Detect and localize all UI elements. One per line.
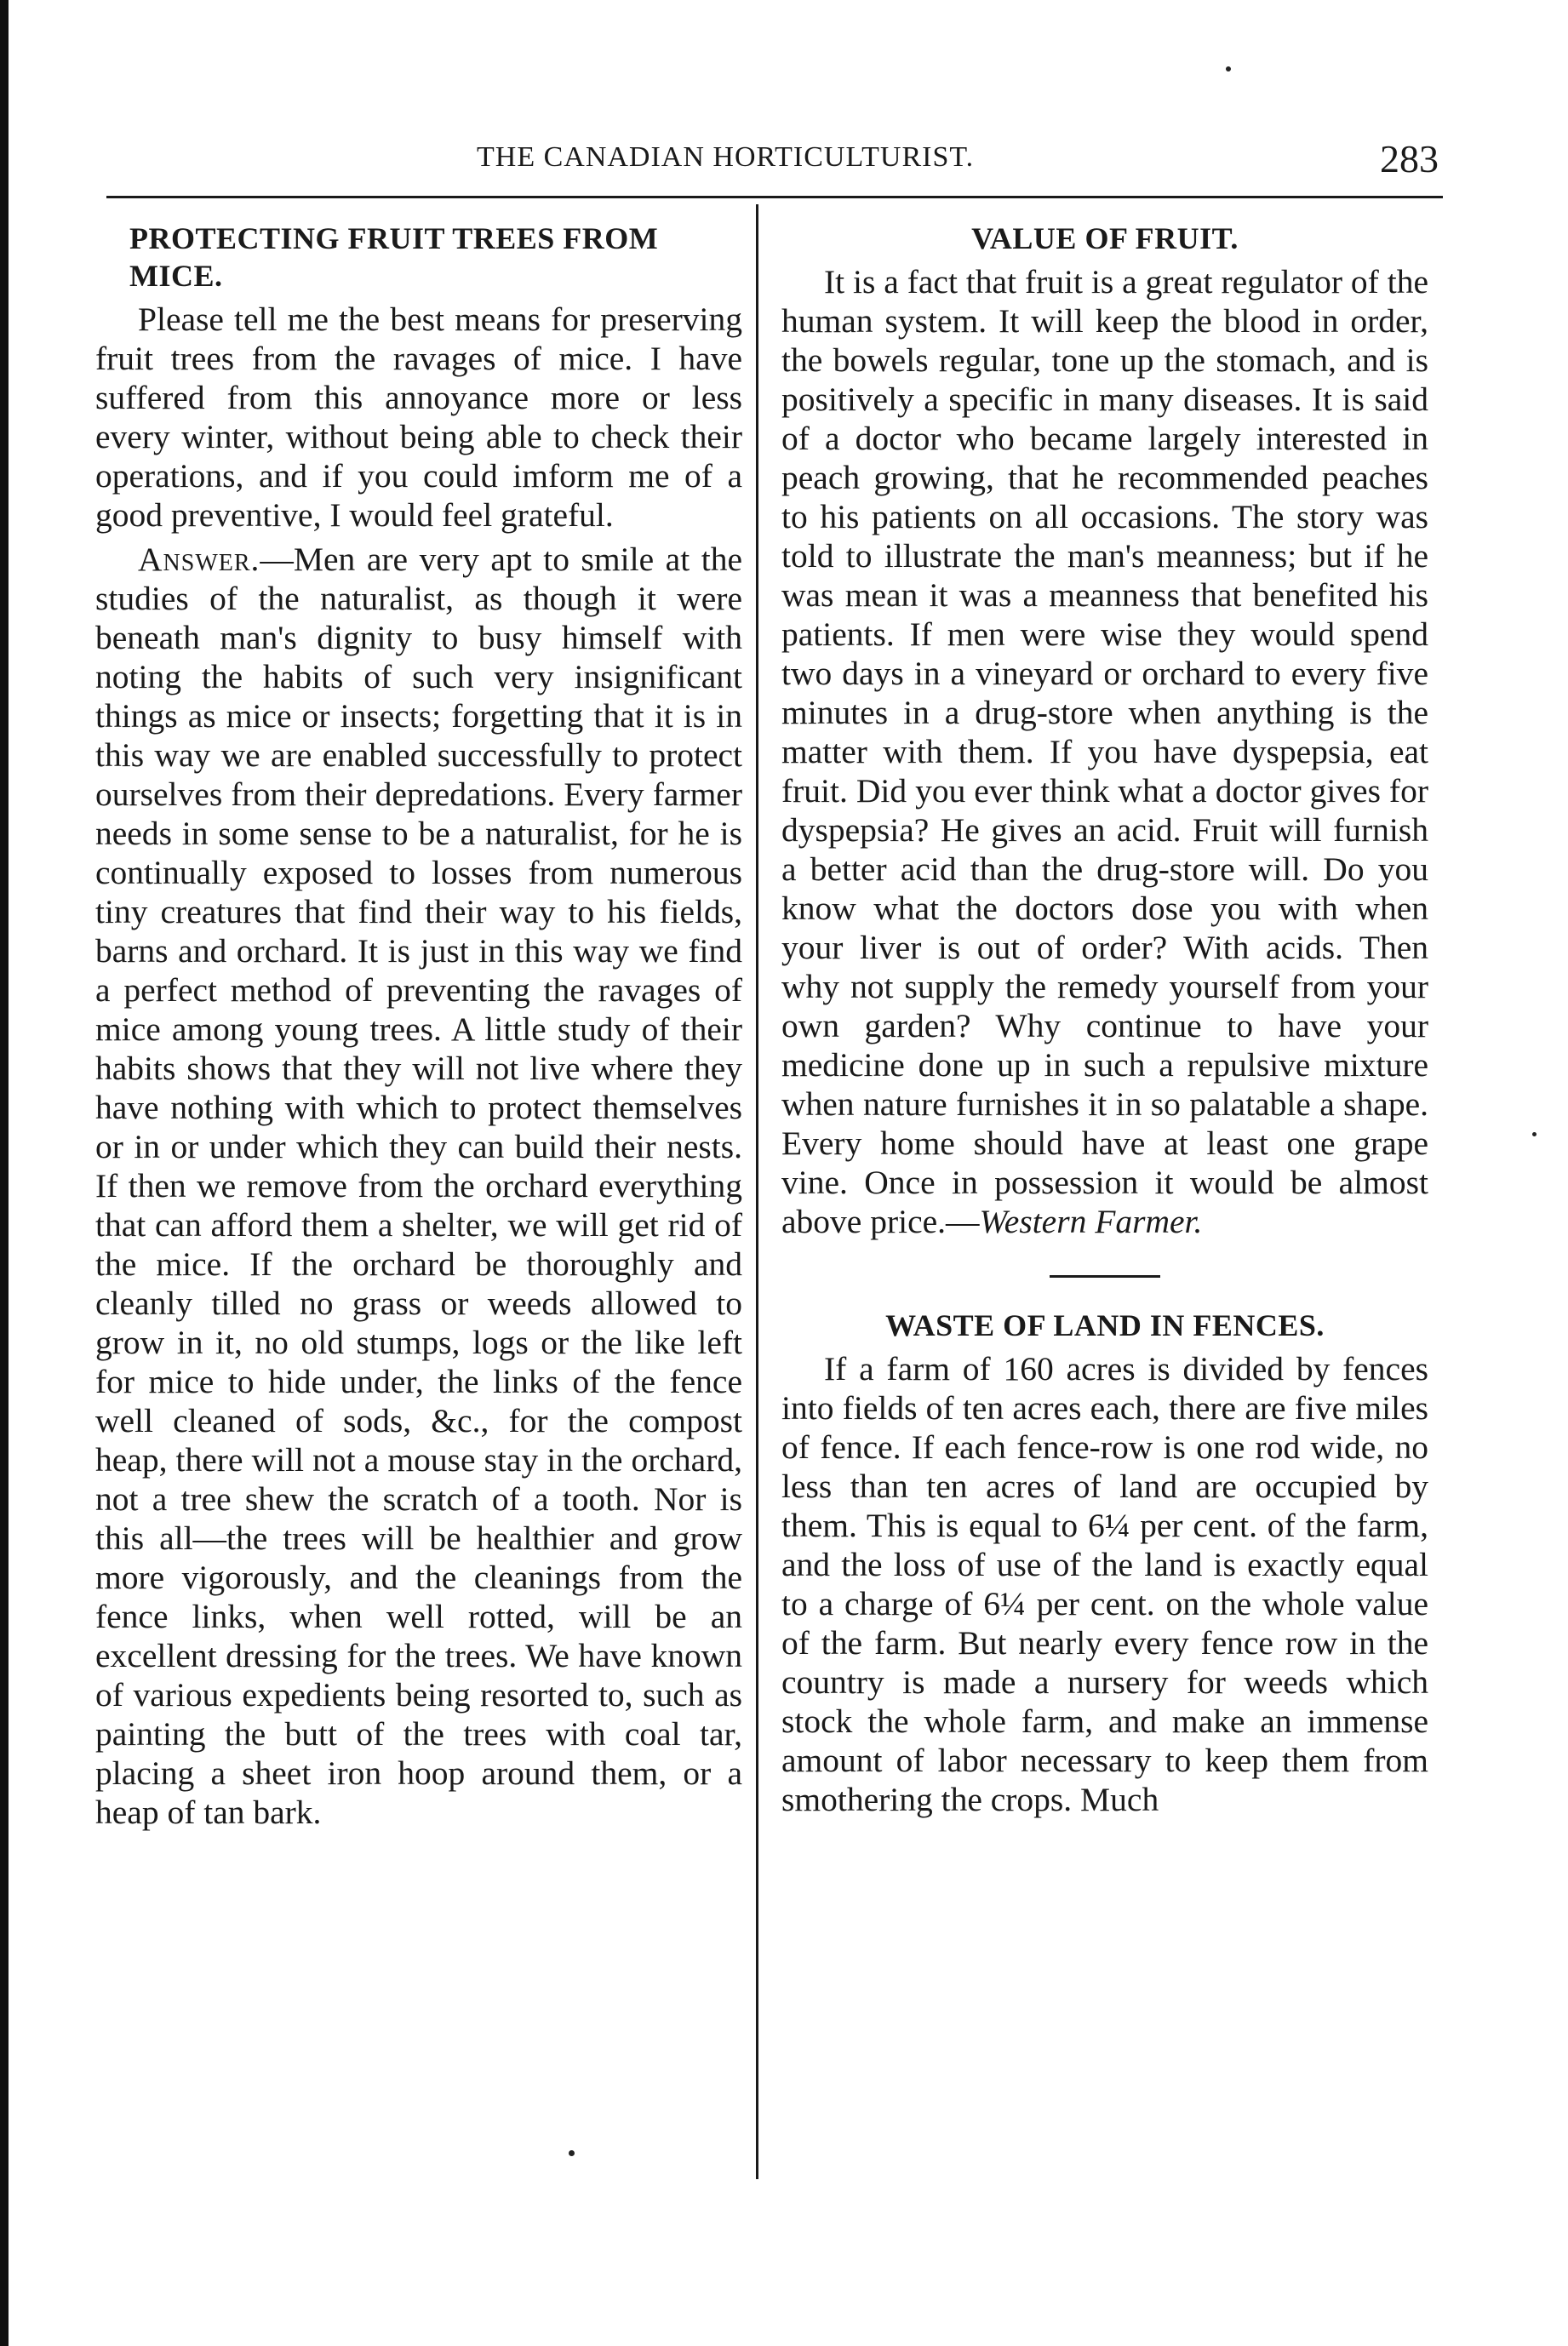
- answer-label: Answer.: [138, 541, 260, 578]
- running-head: [111, 136, 1439, 187]
- fruit-source: Western Farmer.: [979, 1203, 1203, 1240]
- article-heading-fruit: VALUE OF FRUIT.: [971, 221, 1239, 255]
- article-heading-fences: WASTE OF LAND IN FENCES.: [885, 1308, 1325, 1342]
- ink-speck: [1226, 66, 1231, 72]
- fruit-body: It is a fact that fruit is a great regulator of the human system. It will keep the blood in order, the bowels regular, tone up the stomach, and is positively a specific in many diseases. It is said of a doctor who became largely interested in peach growing, that he recommended peaches to his patients on all occasions. The story was told to illustrate the man's meanness; but if he was mean it was a meanness that benefited his patients. If men were wise they would spend two days in a vineyard or orchard to every five minutes in a drug-store when anything is the matter with them. If you have dyspepsia, eat fruit. Did you ever think what a doctor gives for dyspepsia? He gives an acid. Fruit will furnish a better acid than the drug-store will. Do you know what the doctors dose you with when your liver is out of order? With acids. Then why not supply the remedy yourself from your own garden? Why continue to have your medicine done up in such a repulsive mixture when nature furnishes it in so palatable a shape. Every home should have at least one grape vine. Once in possession it would be almost above price.—: [781, 263, 1428, 1240]
- right-column: [781, 220, 1428, 1819]
- column-divider: [756, 204, 758, 2179]
- page-number: 283: [1380, 137, 1439, 180]
- running-title: THE CANADIAN HORTICULTURIST.: [477, 141, 975, 173]
- fences-paragraph: If a farm of 160 acres is divided by fences into fields of ten acres each, there are five miles of fence. If each fence-row is one rod wide, no less than ten acres of land are occupied by them. This is equal to 6¼ per cent. of the farm, and the loss of use of the land is exactly equal to a charge of 6¼ per cent. on the whole value of the farm. But nearly every fence row in the country is made a nursery for weeds which stock the whole farm, and make an immense amount of labor necessary to keep them from smothering the crops. Much: [781, 1350, 1428, 1818]
- section-rule: [1050, 1275, 1160, 1278]
- ink-speck: [1532, 1132, 1537, 1136]
- ink-speck: [569, 2150, 575, 2156]
- left-column: [95, 220, 742, 1832]
- header-rule: [106, 196, 1443, 198]
- answer-text: —Men are very apt to smile at the studies of the naturalist, as though it were beneath man's dignity to busy himself with noting the habits of such very insignificant things as mice or insects; forgetting that it is in this way we are enabled successfully to protect ourselves from their depredations. Every farmer needs in some sense to be a naturalist, for he is continually exposed to losses from numerous tiny creatures that find their way to his fields, barns and orchard. It is just in this way we find a perfect method of preventing the ravages of mice among young trees. A little study of their habits shows that they will not live where they have nothing with which to protect themselves or in or under which they can build their nests. If then we remove from the orchard everything that can afford them a shelter, we will get rid of the mice. If the orchard be thoroughly and cleanly tilled no grass or weeds allowed to grow in it, no old stumps, logs or the like left for mice to hide under, the links of the fence well cleaned of sods, &c., for the compost heap, there will not a mouse stay in the orchard, not a tree shew the scratch of a tooth. Nor is this all—the trees will be healthier and grow more vigorously, and the cleanings from the fence links, when well rotted, will be an excellent dressing for the trees. We have known of various expedients being resorted to, such as painting the butt of the trees with coal tar, placing a sheet iron hoop around them, or a heap of tan bark.: [95, 541, 742, 1831]
- question-paragraph: Please tell me the best means for preserving fruit trees from the ravages of mice. I have suffered from this annoyance more or less every winter, without being able to check their operations, and if you could imform me of a good preventive, I would feel grateful.: [95, 300, 742, 534]
- binding-edge: [0, 0, 9, 2346]
- article-heading-mice: PROTECTING FRUIT TREES FROM MICE.: [129, 221, 659, 293]
- fruit-paragraph: [781, 262, 1428, 1241]
- answer-paragraph: [95, 540, 742, 1832]
